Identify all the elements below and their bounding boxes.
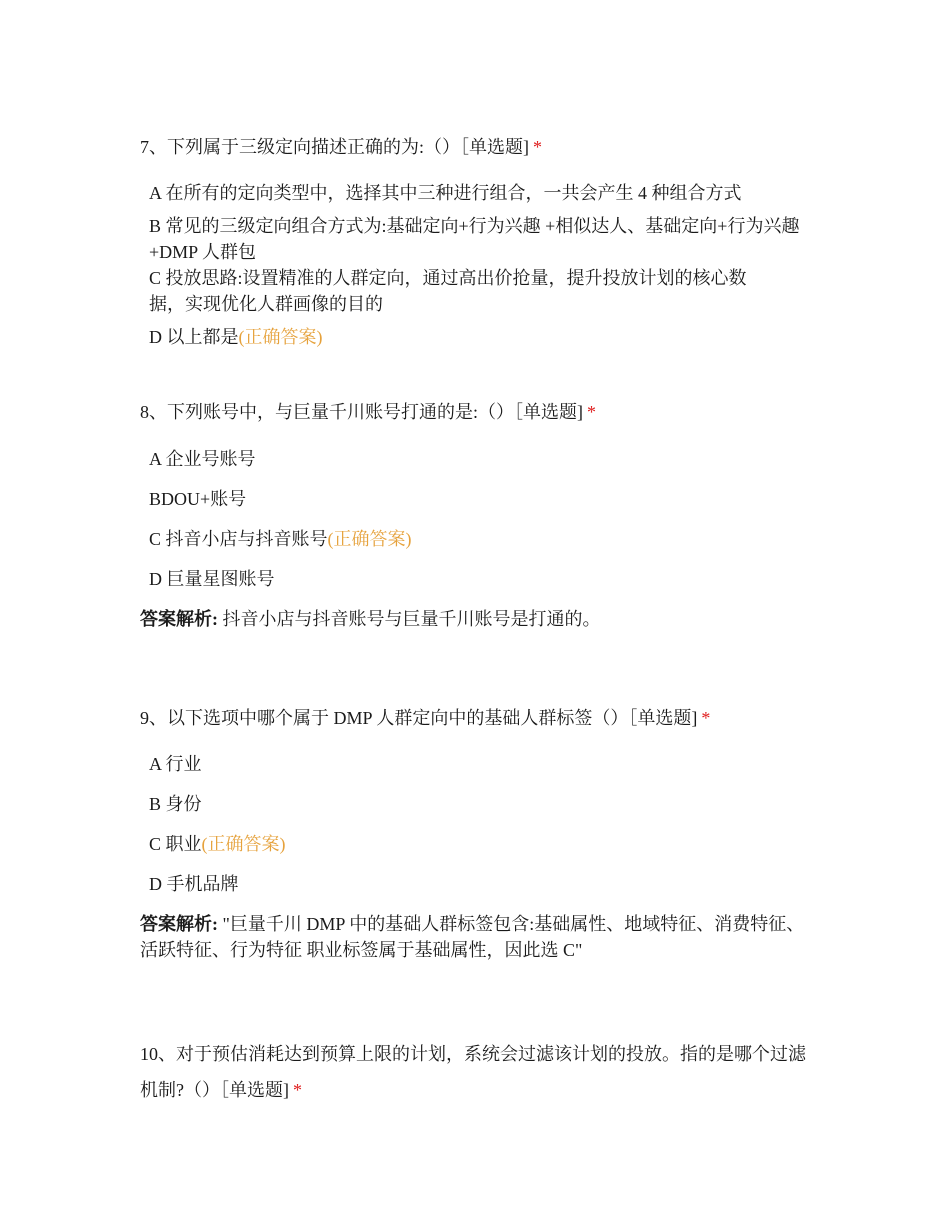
correct-answer-tag: (正确答案) — [327, 529, 412, 549]
question-9-option-d[interactable]: D 手机品牌 — [149, 874, 239, 894]
question-8-option-b[interactable]: BDOU+账号 — [149, 489, 247, 509]
required-mark: * — [292, 1080, 302, 1100]
correct-answer-tag: (正确答案) — [238, 327, 323, 347]
question-8-option-d[interactable]: D 巨量星图账号 — [149, 569, 275, 589]
question-8-option-c[interactable]: C 抖音小店与抖音账号(正确答案) — [149, 529, 412, 549]
question-9-option-b[interactable]: B 身份 — [149, 794, 202, 814]
question-7-option-a[interactable]: A 在所有的定向类型中，选择其中三种进行组合，一共会产生 4 种组合方式 — [149, 183, 742, 203]
question-9-title: 9、以下选项中哪个属于 DMP 人群定向中的基础人群标签（）［单选题] * — [140, 708, 711, 728]
analysis-text: 抖音小店与抖音账号与巨量千川账号是打通的。 — [222, 609, 601, 629]
question-8-option-a[interactable]: A 企业号账号 — [149, 449, 256, 469]
question-7-option-c[interactable]: C 投放思路:设置精准的人群定向，通过高出价抢量，提升投放计划的核心数据，实现优化人群画像的目的 — [149, 268, 747, 314]
analysis-label: 答案解析: — [140, 609, 218, 629]
analysis-label: 答案解析: — [140, 914, 218, 934]
analysis-text: "巨量千川 DMP 中的基础人群标签包含:基础属性、地域特征、消费特征、活跃特征、行为特征 职业标签属于基础属性，因此选 C" — [140, 914, 805, 960]
required-mark: * — [587, 402, 596, 422]
question-10-title: 10、对于预估消耗达到预算上限的计划，系统会过滤该计划的投放。指的是哪个过滤机制?（）［单选题] * — [140, 1044, 806, 1100]
required-mark: * — [701, 708, 711, 728]
question-7-option-b[interactable]: B 常见的三级定向组合方式为:基础定向+行为兴趣 +相似达人、基础定向+行为兴趣 +DMP 人群包 — [149, 216, 800, 262]
question-8-analysis — [140, 606, 810, 632]
required-mark: * — [533, 137, 542, 157]
question-7-option-d[interactable]: D 以上都是(正确答案) — [149, 327, 323, 347]
correct-answer-tag: (正确答案) — [201, 834, 286, 854]
question-9-analysis — [140, 911, 810, 963]
question-9-option-c[interactable]: C 职业(正确答案) — [149, 834, 286, 854]
question-7-title: 7、下列属于三级定向描述正确的为:（）［单选题] * — [140, 137, 542, 157]
question-8-title: 8、下列账号中，与巨量千川账号打通的是:（）［单选题] * — [140, 402, 596, 422]
question-9-option-a[interactable]: A 行业 — [149, 754, 202, 774]
